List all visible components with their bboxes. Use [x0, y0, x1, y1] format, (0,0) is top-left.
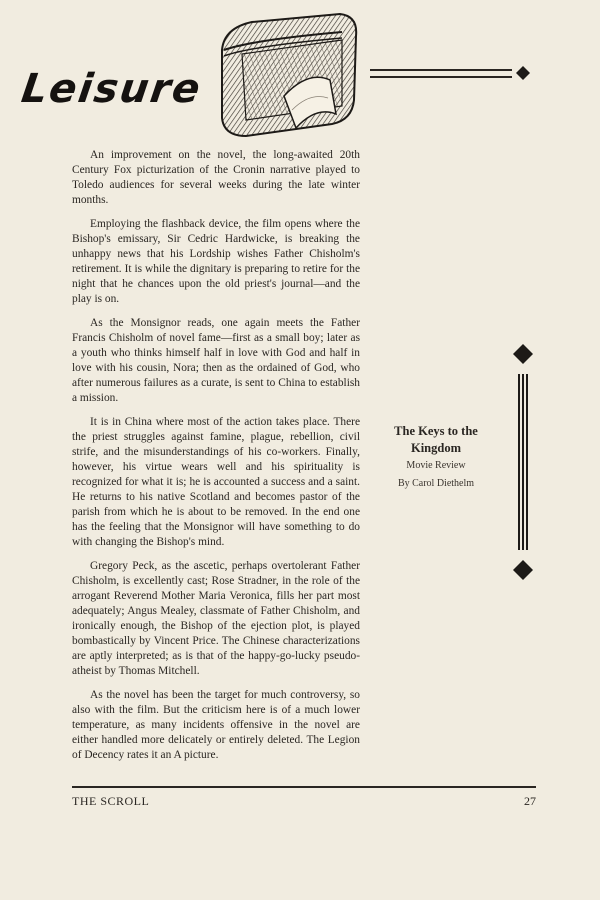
article-paragraph: As the Monsignor reads, one again meets the Father Francis Chisholm of novel fame—first as a small boy; later as a youth who thinks himself half in love with God and half in love with his cousin, Nora; then as the ordained of God, who after numerous failures as a curate, is sent to China to establish a mission. [72, 317, 360, 404]
article-paragraph: An improvement on the novel, the long-awaited 20th Century Fox picturization of the Cronin narrative played to Toledo audiences for several weeks during the late winter months. [72, 149, 360, 206]
review-title: The Keys to the Kingdom [394, 424, 478, 455]
review-type: Movie Review [406, 460, 466, 471]
article-paragraph: Employing the flashback device, the film opens where the Bishop's emissary, Sir Cedric Hardwicke, is breaking the unhappy news that his Lordship wishes Father Chisholm's retirement. It is while the dignitary is preparing to retire for the night that he chances upon the old priest's journal—and the play is on. [72, 218, 360, 305]
sidebar-ornament [513, 344, 533, 584]
diamond-ornament-icon [516, 66, 530, 80]
article-paragraph: Gregory Peck, as the ascetic, perhaps overtolerant Father Chisholm, is excellently cast; Rose Stradner, in the role of the arrogant Reverend Mother Maria Veronica, fills her part most adequately; Angus Mealey, classmate of Father Chisholm, and ironically enough, the Bishop of the ejection plot, is played bombastically by Vincent Price. The Chinese characterizations are aptly interpreted; as is that of the happy-go-lucky pseudo-atheist by Thomas Mitchell. [72, 560, 360, 677]
article-paragraph: It is in China where most of the action takes place. There the priest struggles against famine, plague, rebellion, civil strife, and the misunderstandings of his co-workers. Finally, however, his virtue wears well and his spirituality is recognized for what it is; he is accounted a success and a saint. He returns to his native Scotland and becomes pastor of the parish from which he is about to be removed. In the end one has the feeling that the Monsignor will have something to do with changing the Bishop's mind. [72, 416, 360, 548]
diamond-ornament-icon [513, 344, 533, 364]
diamond-ornament-icon [513, 560, 533, 580]
article-paragraph: As the novel has been the target for much controversy, so also with the film. But the criticism here is of a much lower temperature, as many incidents offensive in the novel are either handled more delicately or entirely deleted. The Legion of Decency rates it an A picture. [72, 689, 360, 761]
publication-name: THE SCROLL [72, 794, 150, 808]
page-number: 27 [524, 794, 536, 808]
footer-rule [72, 786, 536, 788]
review-author: By Carol Diethelm [397, 478, 475, 489]
header-double-rule [370, 69, 512, 78]
article-body [72, 148, 360, 772]
book-illustration [212, 10, 360, 138]
section-title: Leisure [18, 66, 205, 112]
